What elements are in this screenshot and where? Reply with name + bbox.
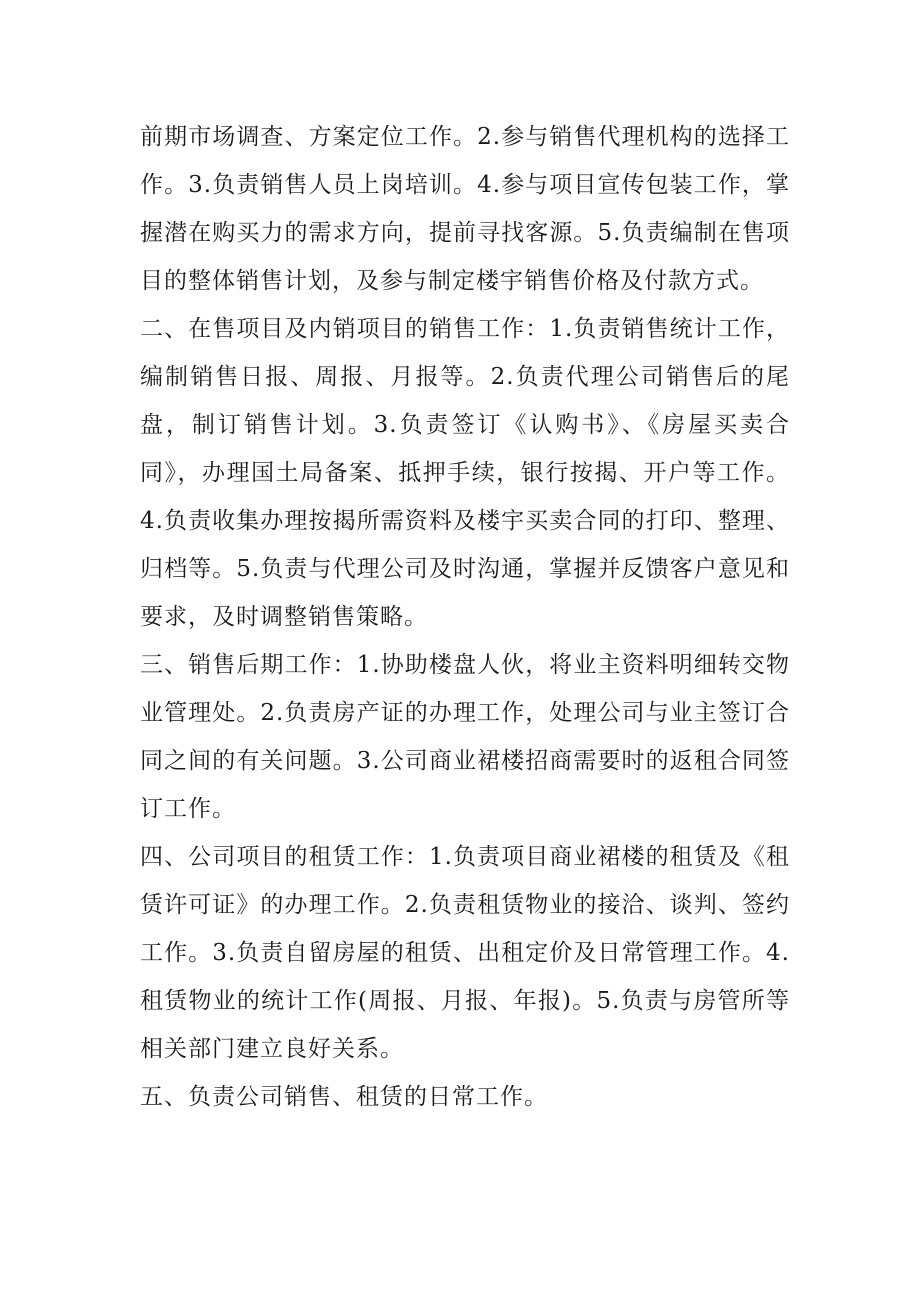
paragraph-section-5-daily-work: 五、负责公司销售、租赁的日常工作。 [140,1084,548,1110]
paragraph-preliminary-work: 前期市场调查、方案定位工作。2.参与销售代理机构的选择工作。3.负责销售人员上岗培训。4.参与项目宣传包装工作，掌握潜在购买力的需求方向，提前寻找客源。5.负责编制在售项目的整体销售计划，及参与制定楼宇销售价格及付款方式。 [140,124,790,294]
document-body [140,113,790,1121]
paragraph-section-4-leasing: 四、公司项目的租赁工作：1.负责项目商业裙楼的租赁及《租赁许可证》的办理工作。2.负责租赁物业的接洽、谈判、签约工作。3.负责自留房屋的租赁、出租定价及日常管理工作。4.租赁物业的统计工作(周报、月报、年报)。5.负责与房管所等相关部门建立良好关系。 [140,844,790,1062]
paragraph-section-2-sales-work: 二、在售项目及内销项目的销售工作：1.负责销售统计工作，编制销售日报、周报、月报等。2.负责代理公司销售后的尾盘，制订销售计划。3.负责签订《认购书》、《房屋买卖合同》，办理国土局备案、抵押手续，银行按揭、开户等工作。4.负责收集办理按揭所需资料及楼宇买卖合同的打印、整理、归档等。5.负责与代理公司及时沟通，掌握并反馈客户意见和要求，及时调整销售策略。 [140,316,790,630]
paragraph-section-3-post-sales: 三、销售后期工作：1.协助楼盘人伙，将业主资料明细转交物业管理处。2.负责房产证的办理工作，处理公司与业主签订合同之间的有关问题。3.公司商业裙楼招商需要时的返租合同签订工作。 [140,652,790,822]
